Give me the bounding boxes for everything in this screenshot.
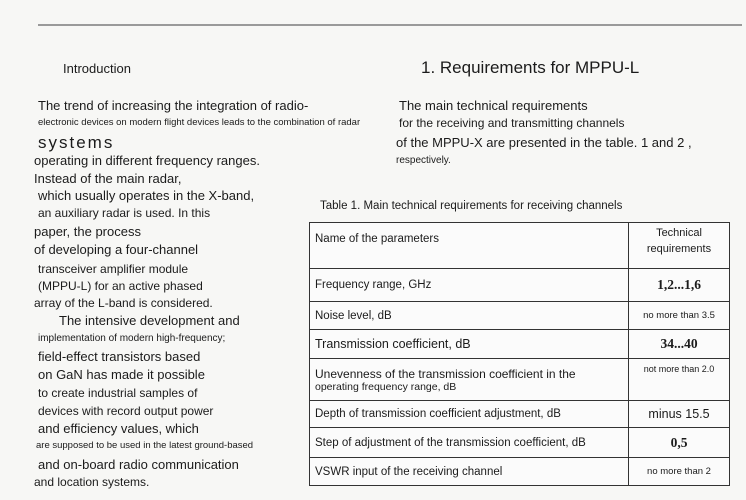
text-line: implementation of modern high-frequency; [38, 333, 226, 344]
table-row [310, 330, 730, 359]
parameter-name: VSWR input of the receiving channel [310, 458, 629, 486]
parameter-value: 1,2...1,6 [629, 269, 730, 302]
table-row [310, 458, 730, 486]
text-line: Instead of the main radar, [34, 171, 182, 186]
parameter-name [310, 359, 629, 401]
parameter-value: 34...40 [629, 330, 730, 359]
text-line: and efficiency values, which [38, 421, 199, 436]
text-line: are supposed to be used in the latest ground-based [36, 440, 254, 451]
header-cell-name: Name of the parameters [310, 223, 629, 269]
text-line: of developing a four-channel [34, 242, 199, 257]
text-line: devices with record output power [38, 404, 214, 418]
text-line: to create industrial samples of [38, 386, 198, 400]
parameter-name-line: Unevenness of the transmission coefficient in the [315, 366, 576, 381]
table-row [310, 359, 730, 401]
text-line: field-effect transistors based [38, 349, 201, 364]
text-line: and location systems. [34, 475, 150, 489]
text-line: The intensive development and [59, 313, 240, 328]
parameter-value: 0,5 [629, 428, 730, 458]
requirements-heading: 1. Requirements for MPPU-L [421, 58, 640, 77]
table-row [310, 401, 730, 428]
text-line: which usually operates in the X-band, [38, 188, 255, 203]
text-line: on GaN has made it possible [38, 367, 205, 382]
table-caption: Table 1. Main technical requirements for receiving channels [320, 200, 623, 212]
text-line: systems [38, 133, 115, 152]
text-line: respectively. [396, 155, 451, 166]
text-line: The main technical requirements [399, 98, 588, 113]
text-line: paper, the process [34, 224, 141, 239]
parameter-value: not more than 2.0 [629, 359, 730, 401]
table-row [310, 302, 730, 330]
parameter-name-line: operating frequency range, dB [315, 380, 457, 393]
parameter-name: Noise level, dB [310, 302, 629, 330]
table-row [310, 428, 730, 458]
text-line: The trend of increasing the integration of radio- [38, 98, 309, 113]
header-cell-value: Technical requirements [629, 223, 730, 269]
text-line: (MPPU-L) for an active phased [38, 279, 203, 293]
parameter-name: Frequency range, GHz [310, 269, 629, 302]
parameter-name: Step of adjustment of the transmission coefficient, dB [310, 428, 629, 458]
text-line: of the MPPU-X are presented in the table. 1 and 2 , [396, 135, 692, 150]
text-line: array of the L-band is considered. [34, 296, 213, 310]
requirements-table [309, 222, 730, 486]
parameter-value: no more than 3.5 [629, 302, 730, 330]
parameter-value: minus 15.5 [629, 401, 730, 428]
table-header-row [310, 223, 730, 269]
table-row [310, 269, 730, 302]
text-line: and on-board radio communication [38, 457, 239, 472]
text-line: electronic devices on modern flight devices leads to the combination of radar [38, 117, 361, 128]
text-line: transceiver amplifier module [38, 262, 189, 276]
introduction-heading: Introduction [63, 61, 131, 76]
text-line: an auxiliary radar is used. In this [38, 206, 211, 220]
text-line: operating in different frequency ranges. [34, 153, 260, 168]
parameter-name: Depth of transmission coefficient adjustment, dB [310, 401, 629, 428]
top-rule [38, 24, 742, 26]
parameter-name: Transmission coefficient, dB [310, 330, 629, 359]
parameter-value: no more than 2 [629, 458, 730, 486]
text-line: for the receiving and transmitting channels [399, 116, 625, 130]
